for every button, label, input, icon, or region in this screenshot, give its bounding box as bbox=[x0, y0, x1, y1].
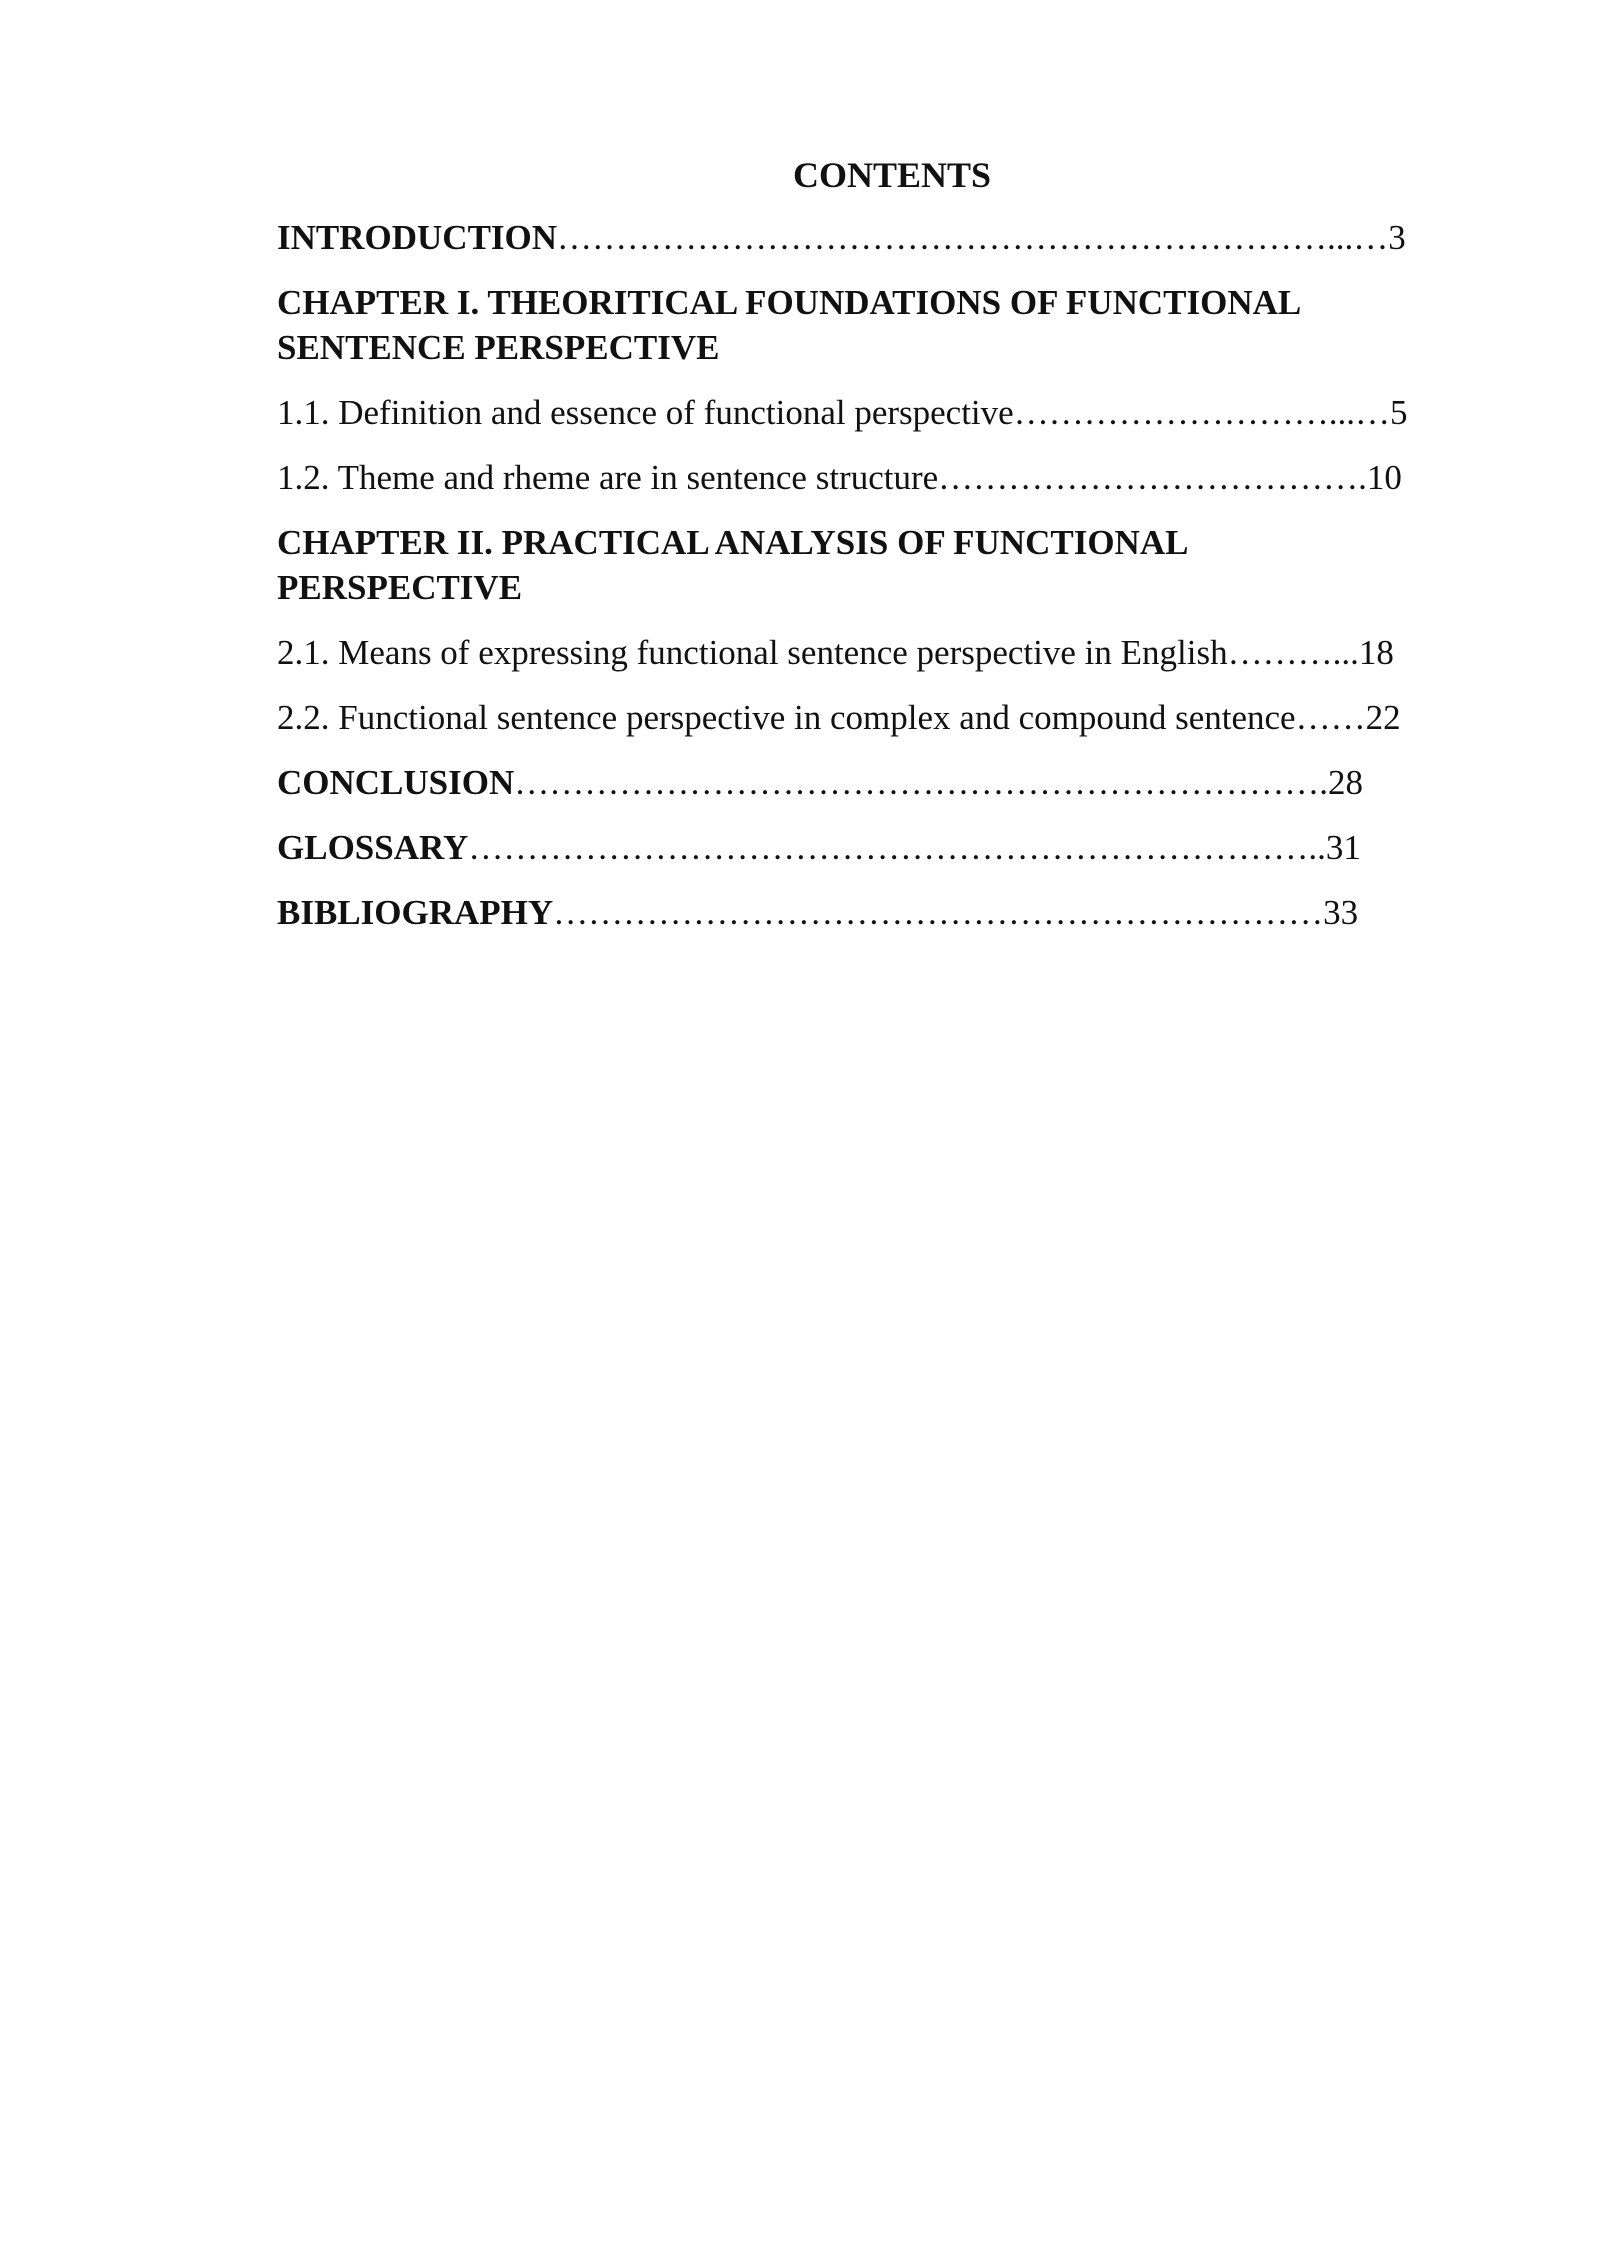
toc-leader-dots: …………………………………………………………...… bbox=[557, 218, 1389, 257]
toc-chapter-2-heading-continued bbox=[277, 565, 1487, 610]
toc-entry-2-2 bbox=[277, 695, 1487, 740]
toc-entry-introduction bbox=[277, 215, 1487, 260]
toc-entry-label: CHAPTER II. PRACTICAL ANALYSIS OF FUNCTIONAL bbox=[277, 523, 1189, 562]
toc-leader-dots: ………………………………………………………… bbox=[553, 893, 1324, 932]
toc-entry-conclusion bbox=[277, 760, 1487, 805]
toc-entry-label: BIBLIOGRAPHY bbox=[277, 893, 554, 932]
toc-entry-2-1 bbox=[277, 630, 1487, 675]
toc-leader-dots: ………... bbox=[1227, 633, 1359, 672]
toc-page-number: 3 bbox=[1388, 218, 1406, 257]
toc-page-number: 33 bbox=[1323, 893, 1359, 932]
toc-leader-dots: …… bbox=[1295, 698, 1366, 737]
toc-chapter-1-heading bbox=[277, 280, 1487, 325]
toc-entry-label: PERSPECTIVE bbox=[277, 568, 523, 607]
toc-entry-label: 2.2. Functional sentence perspective in complex and compound sentence bbox=[277, 698, 1296, 737]
toc-entry-label: 1.1. Definition and essence of functional perspective bbox=[277, 393, 1014, 432]
toc-entry-label: CONCLUSION bbox=[277, 763, 515, 802]
toc-chapter-2-heading bbox=[277, 520, 1487, 565]
toc-entry-label: SENTENCE PERSPECTIVE bbox=[277, 328, 720, 367]
toc-page-number: 22 bbox=[1365, 698, 1401, 737]
toc-page-number: 10 bbox=[1366, 458, 1402, 497]
toc-entry-label: INTRODUCTION bbox=[277, 218, 558, 257]
toc-leader-dots: ………………………………. bbox=[938, 458, 1367, 497]
toc-entry-1-1 bbox=[277, 390, 1487, 435]
toc-leader-dots: ……………………………………………………………….. bbox=[468, 828, 1326, 867]
toc-entry-glossary bbox=[277, 825, 1487, 870]
toc-page-number: 31 bbox=[1325, 828, 1361, 867]
toc-leader-dots: ………………………...… bbox=[1013, 393, 1390, 432]
toc-chapter-1-heading-continued bbox=[277, 325, 1487, 370]
toc-entry-label: CHAPTER I. THEORITICAL FOUNDATIONS OF FUNCTIONAL bbox=[277, 283, 1302, 322]
contents-title: CONTENTS bbox=[792, 155, 992, 195]
toc-leader-dots: ……………………………………………………………. bbox=[514, 763, 1329, 802]
toc-entry-label: 2.1. Means of expressing functional sentence perspective in English bbox=[277, 633, 1228, 672]
toc-entry-bibliography bbox=[277, 890, 1487, 935]
toc-entry-1-2 bbox=[277, 455, 1487, 500]
toc-page-number: 28 bbox=[1328, 763, 1364, 802]
toc-page-number: 5 bbox=[1389, 393, 1408, 432]
table-of-contents bbox=[277, 150, 1487, 955]
toc-entry-label: 1.2. Theme and rheme are in sentence structure bbox=[277, 458, 939, 497]
toc-page-number: 18 bbox=[1358, 633, 1394, 672]
toc-entry-label: GLOSSARY bbox=[277, 828, 469, 867]
